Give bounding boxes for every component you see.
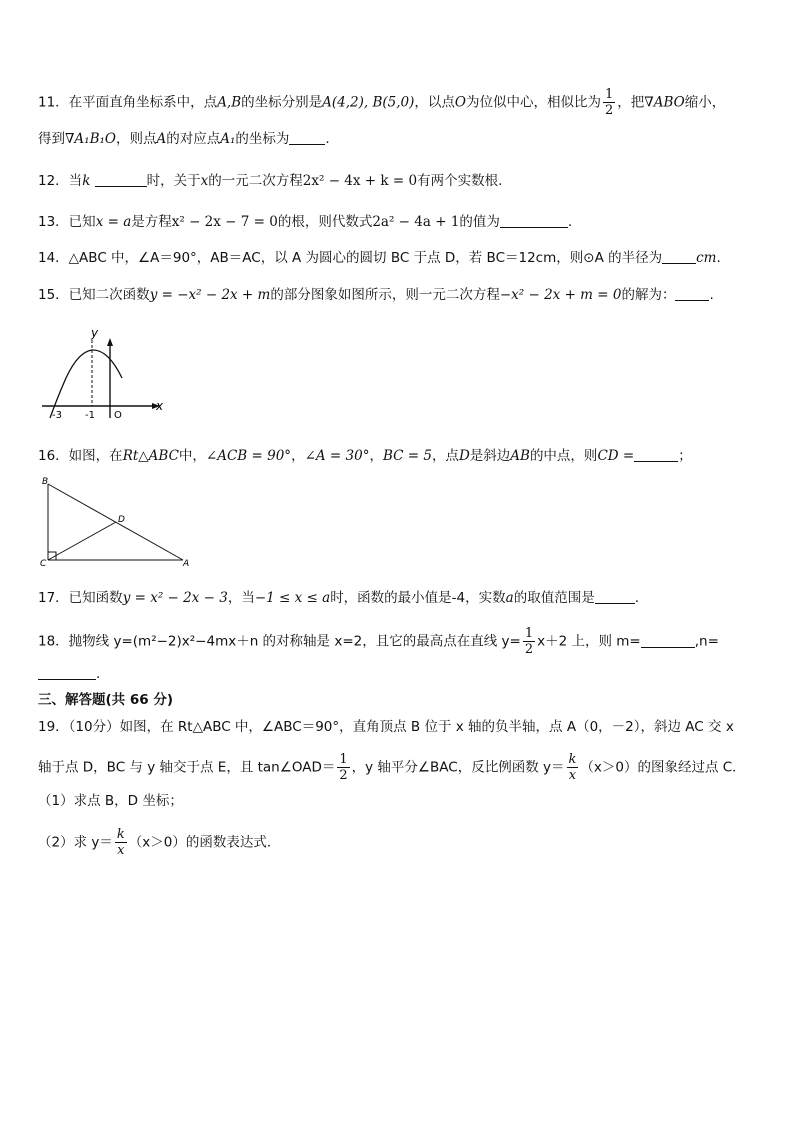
q11-coords: A(4,2), B(5,0) bbox=[322, 94, 415, 111]
q19-frac-num: 1 bbox=[339, 752, 348, 767]
q11-text-a: 11．在平面直角坐标系中，点 bbox=[38, 94, 218, 111]
figure-16-triangle bbox=[38, 476, 198, 568]
q17-answer-blank[interactable] bbox=[595, 589, 635, 604]
q17-end: . bbox=[634, 590, 640, 606]
q16-ab: AB bbox=[510, 448, 530, 464]
q11-text-f: 缩小， bbox=[684, 94, 726, 111]
q18-frac-num: 1 bbox=[524, 626, 534, 641]
q17-text-b: ，当 bbox=[227, 590, 255, 606]
fig15-label-neg3: -3 bbox=[52, 410, 62, 421]
q12-text-a: 12．当 bbox=[38, 173, 83, 189]
q15-text-c: 的解为： bbox=[621, 287, 676, 303]
q13-equation: x² − 2x − 7 = 0 bbox=[171, 214, 278, 230]
question-18-line-2 bbox=[38, 664, 100, 684]
q12-answer-blank[interactable] bbox=[95, 172, 147, 187]
q11-text-j: 的坐标为 bbox=[235, 131, 290, 147]
question-16: 16．如图，在Rt△ABC中，∠ACB = 90°，∠A = 30°，BC = 5，点D是斜边AB的中点，则CD = ； bbox=[38, 448, 692, 464]
q11-text-g: 得到 bbox=[38, 131, 65, 147]
question-19-line-1: 19．（10分）如图，在 Rt△ABC 中，∠ABC＝90°，直角顶点 B 位于 x 轴的负半轴，点 A（0，－2），斜边 AC 交 x bbox=[38, 719, 734, 735]
q11-text-c: ，以点 bbox=[414, 94, 455, 111]
fig15-label-neg1: -1 bbox=[85, 410, 95, 421]
q16-answer-blank[interactable] bbox=[634, 447, 678, 462]
q11-triangle: ∇ABO bbox=[644, 94, 685, 111]
q13-expression: 2a² − 4a + 1 bbox=[372, 214, 460, 230]
q19-sub2-k-den: x bbox=[117, 843, 125, 858]
fig15-y-arrow bbox=[107, 338, 113, 346]
q11-point-a1: A₁ bbox=[220, 131, 236, 147]
q13-text-a: 13．已知 bbox=[38, 214, 96, 230]
q16-cond-3: BC = 5 bbox=[382, 448, 432, 464]
q19-k-num: k bbox=[568, 752, 577, 767]
q19-text-c: （x＞0）的图象经过点 C． bbox=[580, 759, 746, 776]
q19-sub2-fraction bbox=[115, 827, 127, 858]
question-13 bbox=[38, 212, 572, 232]
q18-fraction bbox=[523, 626, 535, 657]
q15-equation: −x² − 2x + m = 0 bbox=[499, 287, 622, 303]
q19-k-den: x bbox=[568, 768, 577, 783]
fig15-label-y: y bbox=[91, 326, 99, 340]
fig16-label-c: C bbox=[40, 559, 47, 568]
q15-text-b: 的部分图象如图所示，则一元二次方程 bbox=[270, 287, 500, 303]
q16-point-d: D bbox=[458, 448, 470, 464]
question-11-line-2 bbox=[38, 129, 330, 149]
fig15-label-origin: O bbox=[114, 410, 122, 421]
q11-triangle-2: ∇A₁B₁O bbox=[65, 131, 116, 147]
q17-text-a: 17．已知函数 bbox=[38, 590, 123, 606]
fig15-label-x: x bbox=[156, 399, 164, 413]
q11-text-e: ，把 bbox=[617, 94, 645, 111]
q16-cd: CD = bbox=[597, 448, 635, 464]
q18-text-c: ,n= bbox=[694, 633, 719, 650]
q18-text-b: x＋2 上，则 m= bbox=[537, 633, 641, 650]
q13-text-b: 是方程 bbox=[131, 214, 172, 230]
section-3-heading: 三、解答题(共 66 分) bbox=[38, 692, 174, 708]
q11-center: O bbox=[454, 94, 466, 111]
q19-k-fraction bbox=[567, 752, 579, 783]
q17-a: a bbox=[505, 590, 514, 606]
question-12 bbox=[38, 171, 502, 191]
q11-text-b: 的坐标分别是 bbox=[241, 94, 323, 111]
question-15 bbox=[38, 285, 714, 305]
question-19-line-2 bbox=[38, 752, 746, 783]
q14-end: . bbox=[716, 250, 721, 266]
fig16-median-cd bbox=[48, 522, 116, 560]
q19-sub2-k-num: k bbox=[116, 827, 125, 842]
question-14 bbox=[38, 248, 721, 268]
q12-text-c: 的一元二次方程 bbox=[208, 173, 303, 189]
q18-text-a: 18．抛物线 y=(m²−2)x²−4mx＋n 的对称轴是 x=2，且它的最高点在直线 y= bbox=[38, 633, 521, 650]
q16-text-e: 是斜边 bbox=[469, 448, 511, 464]
q17-text-c: 时，函数的最小值是-4，实数 bbox=[330, 590, 506, 606]
q11-frac-den: 2 bbox=[605, 103, 614, 118]
q18-frac-den: 2 bbox=[524, 642, 534, 657]
question-11-line-1 bbox=[38, 87, 725, 118]
question-18 bbox=[38, 626, 719, 657]
q16-triangle: Rt△ABC bbox=[122, 448, 179, 464]
q16-text-f: 的中点，则 bbox=[529, 448, 598, 464]
q15-answer-blank[interactable] bbox=[675, 286, 709, 301]
q15-end: . bbox=[709, 287, 714, 303]
q15-text-a: 15．已知二次函数 bbox=[38, 287, 150, 303]
fig16-label-d: D bbox=[118, 515, 125, 525]
q19-sub2-text-b: （x＞0）的函数表达式． bbox=[128, 834, 281, 851]
q11-answer-blank[interactable] bbox=[289, 130, 325, 145]
fig16-label-a: A bbox=[183, 559, 190, 568]
q11-text-h: ，则点 bbox=[116, 131, 157, 147]
q14-unit: cm bbox=[696, 250, 717, 266]
q17-range: −1 ≤ x ≤ a bbox=[254, 590, 331, 606]
q14-answer-blank[interactable] bbox=[662, 249, 696, 264]
question-17 bbox=[38, 588, 639, 608]
q16-cond-1: ∠ACB = 90° bbox=[205, 448, 292, 464]
q11-end: . bbox=[325, 131, 330, 147]
q11-text-i: 的对应点 bbox=[166, 131, 221, 147]
q18-end: . bbox=[96, 666, 101, 682]
q16-cond-2: ∠A = 30° bbox=[304, 448, 370, 464]
question-19-sub-2 bbox=[38, 827, 280, 858]
q11-point-a: A bbox=[156, 131, 167, 147]
fig16-label-b: B bbox=[42, 477, 49, 487]
q16-text-c: ，点 bbox=[431, 448, 459, 464]
q14-text: 14．△ABC 中，∠A＝90°，AB＝AC，以 A 为圆心的圆切 BC 于点 D，若 BC＝12cm，则⊙A 的半径为 bbox=[38, 250, 663, 266]
q12-text-d: 有两个实数根. bbox=[417, 173, 503, 189]
figure-15-parabola bbox=[38, 326, 168, 421]
q16-text-b: 中， bbox=[178, 448, 206, 464]
q13-end: . bbox=[567, 214, 573, 230]
q11-text-d: 为位似中心，相似比为 bbox=[466, 94, 601, 111]
q16-end: ； bbox=[678, 448, 692, 464]
q13-text-d: 的值为 bbox=[459, 214, 500, 230]
q12-equation: 2x² − 4x + k = 0 bbox=[302, 173, 418, 189]
q12-k: k bbox=[82, 173, 91, 189]
q17-function: y = x² − 2x − 3 bbox=[122, 590, 228, 606]
q12-text-b: 时，关于 bbox=[146, 173, 201, 189]
q19-frac-den: 2 bbox=[339, 768, 348, 783]
fig15-curve bbox=[50, 350, 122, 418]
q19-tan-fraction bbox=[337, 752, 349, 783]
q19-text-b: ，y 轴平分∠BAC，反比例函数 y＝ bbox=[351, 759, 565, 776]
q12-x: x bbox=[200, 173, 209, 189]
q11-frac-num: 1 bbox=[605, 87, 614, 102]
q18-n-blank[interactable] bbox=[38, 665, 96, 680]
q11-points: A,B bbox=[217, 94, 242, 111]
q13-text-c: 的根，则代数式 bbox=[277, 214, 373, 230]
q17-text-d: 的取值范围是 bbox=[513, 590, 595, 606]
q19-text-a: 轴于点 D，BC 与 y 轴交于点 E，且 tan∠OAD＝ bbox=[38, 759, 336, 776]
q11-ratio-fraction bbox=[603, 87, 615, 118]
q18-m-blank[interactable] bbox=[641, 633, 695, 648]
question-19-sub-1: （1）求点 B，D 坐标； bbox=[38, 793, 183, 809]
q15-function: y = −x² − 2x + m bbox=[149, 287, 271, 303]
q13-condition: x = a bbox=[95, 214, 132, 230]
q19-sub2-text-a: （2）求 y＝ bbox=[38, 834, 113, 851]
q13-answer-blank[interactable] bbox=[500, 213, 568, 228]
q16-text-a: 16．如图，在 bbox=[38, 448, 123, 464]
